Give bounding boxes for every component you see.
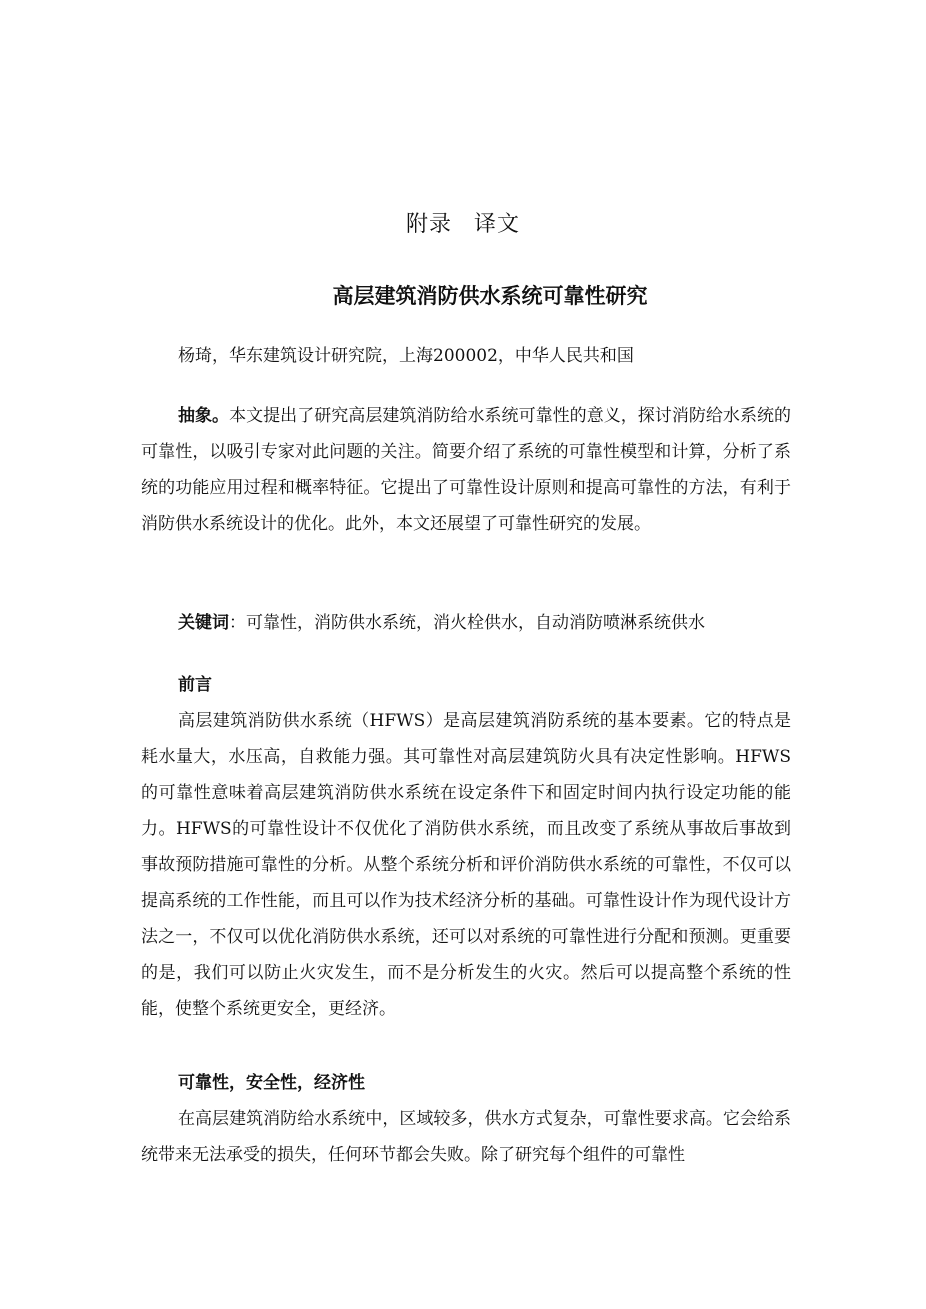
author-line: 杨琦，华东建筑设计研究院，上海200002，中华人民共和国 [178,346,634,366]
section-heading-reliability: 可靠性，安全性，经济性 [178,1073,365,1093]
keywords-line [141,605,791,641]
keywords-separator: ： [229,613,246,633]
appendix-subtitle: 译文 [474,212,521,237]
reliability-paragraph: 在高层建筑消防给水系统中，区域较多，供水方式复杂，可靠性要求高。它会给系统带来无法承受的损失，任何环节都会失败。除了研究每个组件的可靠性 [141,1109,791,1165]
abstract-text: 本文提出了研究高层建筑消防给水系统可靠性的意义，探讨消防给水系统的可靠性，以吸引专家对此问题的关注。简要介绍了系统的可靠性模型和计算，分析了系统的功能应用过程和概率特征。它提出了可靠性设计原则和提高可靠性的方法，有利于消防供水系统设计的优化。此外，本文还展望了可靠性研究的发展。 [141,406,792,534]
keywords-text: 可靠性，消防供水系统，消火栓供水，自动消防喷淋系统供水 [246,613,705,633]
keywords-label: 关键词 [178,613,229,633]
abstract-paragraph [141,398,791,542]
paper-title: 高层建筑消防供水系统可靠性研究 [332,284,648,308]
abstract-label: 抽象。 [178,406,230,426]
appendix-label: 附录 [405,212,452,237]
appendix-title [0,207,926,238]
preface-paragraph: 高层建筑消防供水系统（HFWS）是高层建筑消防系统的基本要素。它的特点是耗水量大，水压高，自救能力强。其可靠性对高层建筑防火具有决定性影响。HFWS 的可靠性意味着高层建筑消防供水系统在设定条件下和固定时间内执行设定功能的能力。HFWS的可靠性设计不仅优化了消防供水系统，而且改变了系统从事故后事故到事故预防措施可靠性的分析。从整个系统分析和评价消防供水系统的可靠性，不仅可以提高系统的工作性能，而且可以作为技术经济分析的基础。可靠性设计作为现代设计方法之一，不仅可以优化消防供水系统，还可以对系统的可靠性进行分配和预测。更重要的是，我们可以防止火灾发生，而不是分析发生的火灾。然后可以提高整个系统的性能，使整个系统更安全，更经济。 [141,711,791,1019]
section-heading-preface: 前言 [178,675,212,695]
